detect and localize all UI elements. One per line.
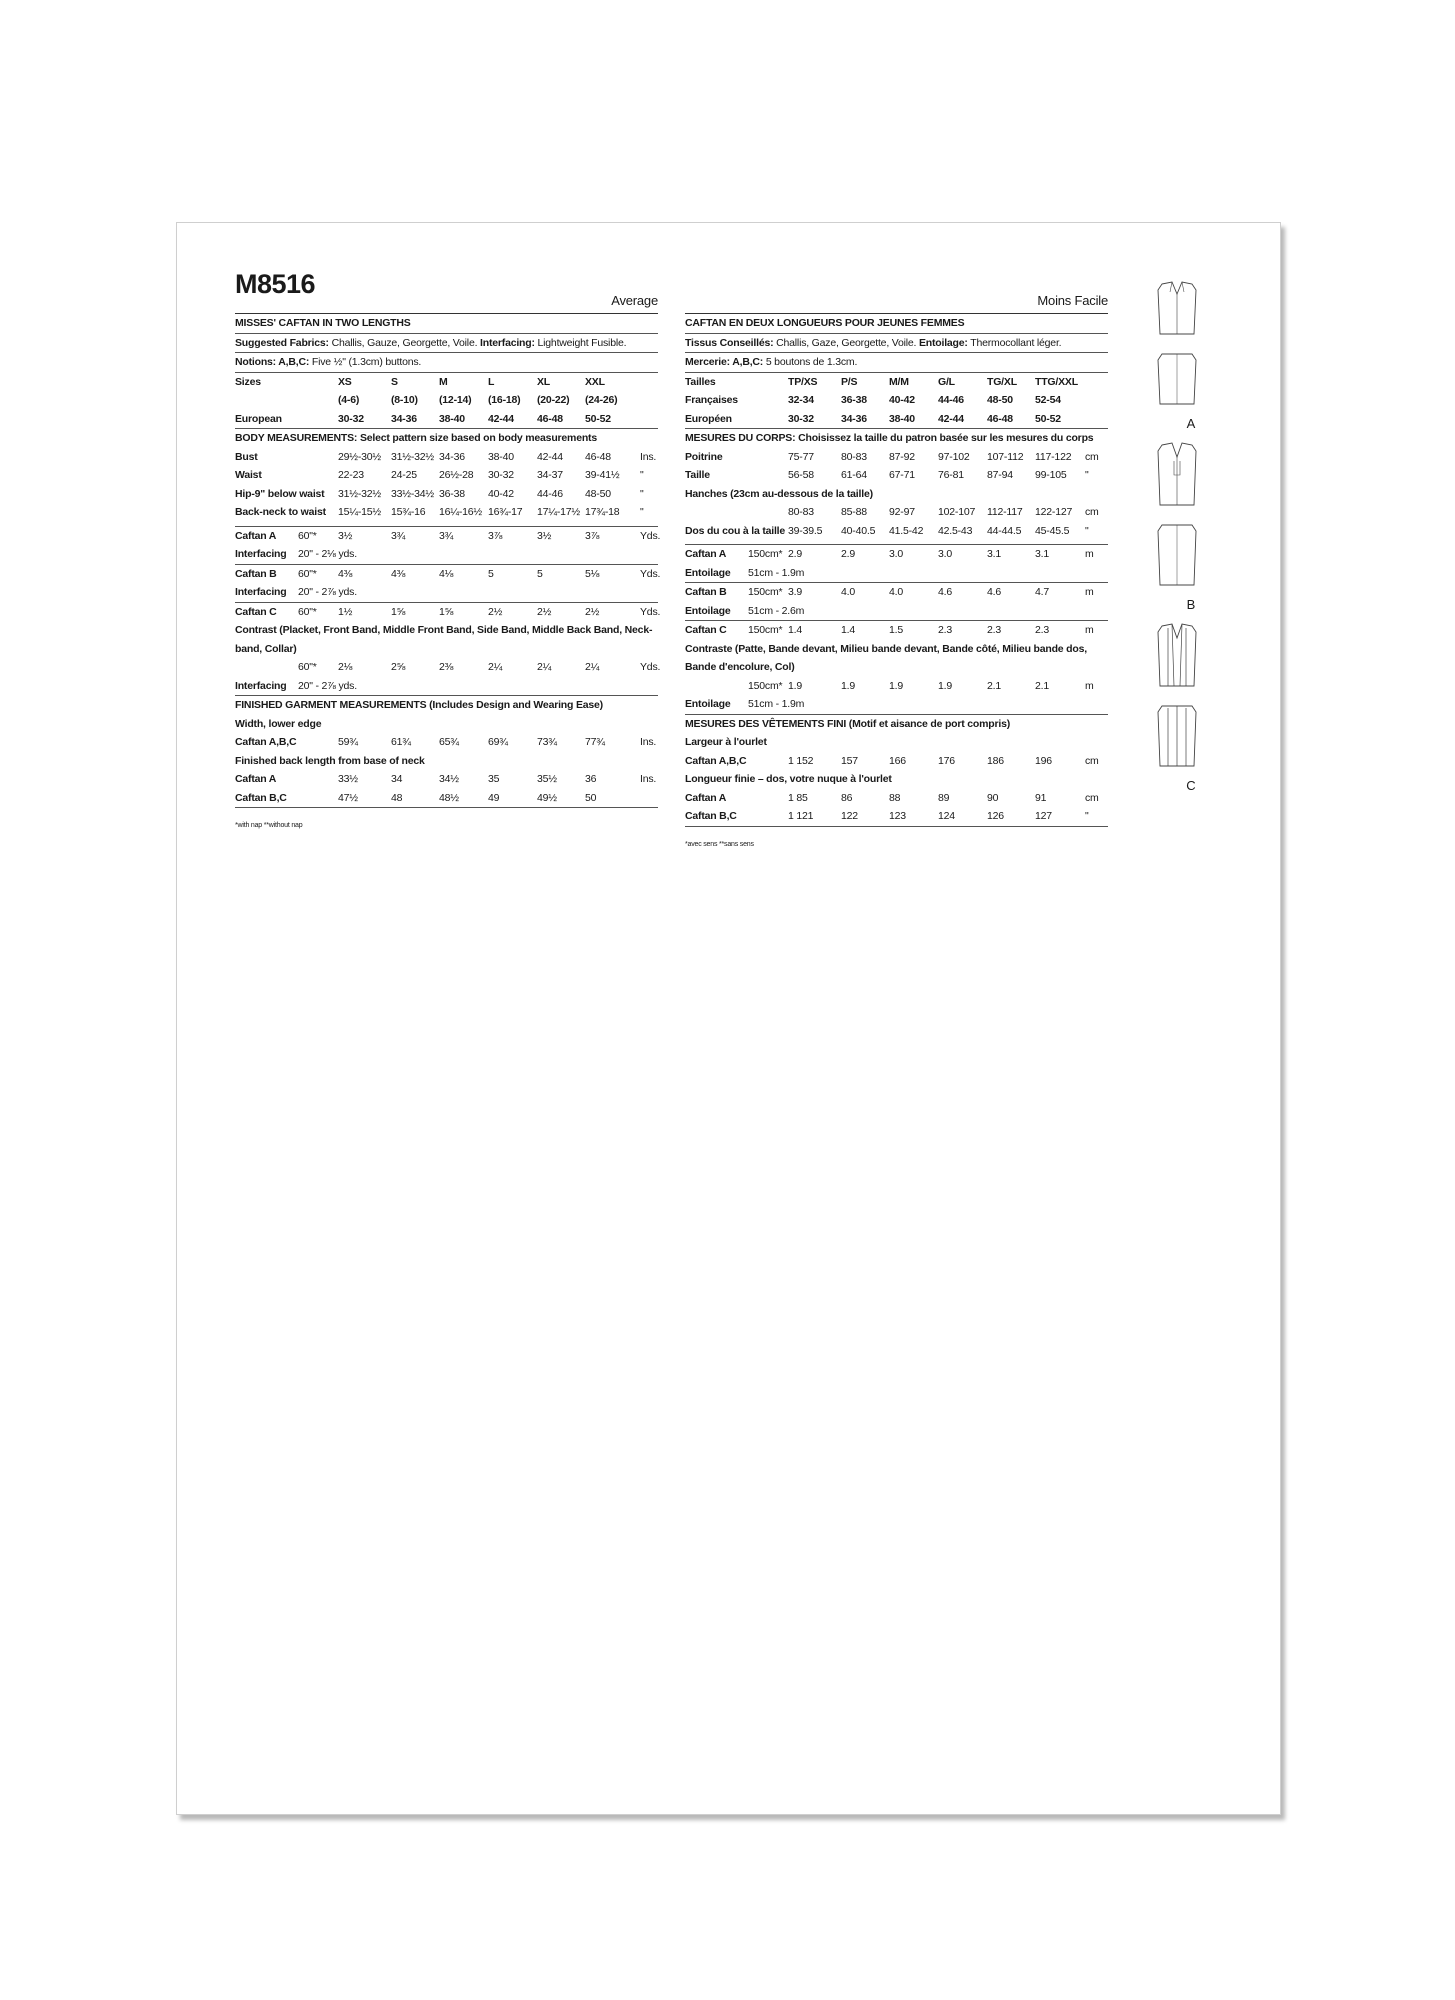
cell-value: 33½-34½ <box>391 487 434 500</box>
cell-value: 1 152 <box>788 754 814 767</box>
french-sizes-row: Françaises 32-34 36-38 40-42 44-46 48-50 52-54 <box>685 394 1061 406</box>
interfacing-row <box>235 545 658 565</box>
cell-value: 2½ <box>537 605 552 618</box>
cell-value: 45-45.5 <box>1035 524 1070 537</box>
finished-heading-fr: MESURES DES VÊTEMENTS FINI (Motif et aisance de port compris) <box>685 717 1011 730</box>
cell-value: 5 <box>488 567 494 580</box>
cell-value: 4⅜ <box>338 567 353 580</box>
row-label: Interfacing <box>235 679 287 692</box>
text: Hanches (23cm au-dessous de la taille) <box>685 487 873 500</box>
row-label: Caftan A <box>685 548 727 560</box>
width-heading: Width, lower edge <box>235 717 322 730</box>
unit: cm <box>1085 754 1099 767</box>
row-label: Bust <box>235 450 258 463</box>
european-row-fr: Européen 30-32 34-36 38-40 42-44 46-48 50-52 <box>685 410 1108 430</box>
unit: " <box>640 506 644 518</box>
unit: m <box>1085 548 1094 560</box>
caftan-a-row <box>685 545 1108 564</box>
cell-value: 22-23 <box>338 469 364 481</box>
cell-value: 47½ <box>338 791 358 804</box>
unit: Yds. <box>640 661 661 673</box>
cell-value: 48-50 <box>585 487 611 500</box>
sizes-us-row: (4-6) (8-10) (12-14) (16-18) (20-22) (24-26) <box>338 394 618 406</box>
cell-value: 41.5-42 <box>889 524 924 537</box>
header <box>235 269 658 314</box>
fabrics-label: Suggested Fabrics: <box>235 336 329 349</box>
row-label: Entoilage <box>685 566 731 579</box>
cell-value: 31½-32½ <box>338 487 381 500</box>
length-table-fr <box>685 789 1108 827</box>
cell-value: 15¾-16 <box>391 506 426 518</box>
notions-text: Five ½" (1.3cm) buttons. <box>311 356 422 368</box>
cell-value: 67-71 <box>889 469 915 481</box>
fabric-width: 60"* <box>298 605 317 618</box>
cell-value: 126 <box>987 810 1004 822</box>
cell-value: 2.1 <box>1035 679 1049 692</box>
finished-heading: FINISHED GARMENT MEASUREMENTS (Includes Design and Wearing Ease) <box>235 699 603 711</box>
interfacing-text: 20" - 2⅛ yds. <box>298 548 357 560</box>
pattern-envelope-back <box>176 222 1281 1815</box>
cell-value: 87-94 <box>987 469 1013 481</box>
length-bc-row <box>685 807 1108 826</box>
cell-value: 3⅞ <box>585 529 600 542</box>
cell-value: 50 <box>585 791 597 804</box>
row-label: Caftan A <box>685 791 727 804</box>
width-row <box>235 733 658 752</box>
body-row <box>685 503 1108 522</box>
row-label: Caftan C <box>235 605 277 618</box>
pattern-number: M8516 <box>235 269 316 299</box>
cell-value: 1.9 <box>938 679 952 692</box>
view-sketches <box>1154 280 1228 803</box>
length-a-row <box>235 770 658 789</box>
french-chart <box>685 283 1108 854</box>
row-label: Caftan B <box>685 586 727 598</box>
interfacing-row <box>685 564 1108 584</box>
row-label: Caftan A,B,C <box>235 736 297 748</box>
unit: " <box>640 487 644 500</box>
caftan-c-row <box>685 621 1108 640</box>
yardage-table <box>235 527 661 697</box>
row-label: Entoilage <box>685 604 731 617</box>
caftan-a-row <box>235 527 661 546</box>
notions-label: Notions: A,B,C: <box>235 356 310 368</box>
cell-value: 157 <box>841 754 858 767</box>
body-row <box>685 448 1108 467</box>
body-row <box>235 503 658 522</box>
row-label: Dos du cou à la taille <box>685 524 786 537</box>
cell-value: 1.9 <box>889 679 903 692</box>
interfacing-label: Interfacing: <box>480 336 535 349</box>
interfacing-row <box>685 602 1108 622</box>
pattern-title: MISSES' CAFTAN IN TWO LENGTHS <box>235 314 658 334</box>
cell-value: 4.7 <box>1035 586 1049 598</box>
unit: Yds. <box>640 605 661 618</box>
cell-value: 5 <box>537 567 543 580</box>
cell-value: 36-38 <box>439 487 465 500</box>
cell-value: 33½ <box>338 773 358 785</box>
footnote-fr: *avec sens **sans sens <box>685 840 754 848</box>
cell-value: 196 <box>1035 754 1052 767</box>
cell-value: 1⅝ <box>439 605 454 618</box>
caftan-b-front-sketch <box>1154 441 1200 507</box>
caftan-a-front-sketch <box>1154 280 1200 336</box>
cell-value: 49 <box>488 791 500 804</box>
cell-value: 16¾-17 <box>488 506 523 518</box>
cell-value: 49½ <box>537 791 557 804</box>
fabric-width: 60"* <box>298 661 317 673</box>
contrast-label <box>685 640 1108 677</box>
fabric-width: 60"* <box>298 567 317 580</box>
sizes-row: Sizes XS S M L XL XXL <box>235 375 605 388</box>
cell-value: 122-127 <box>1035 506 1073 518</box>
cell-value: 102-107 <box>938 506 976 518</box>
cell-value: 5⅛ <box>585 567 600 580</box>
cell-value: 65¾ <box>439 736 459 748</box>
cell-value: 16¼-16½ <box>439 506 482 518</box>
fabric-width: 150cm* <box>748 586 783 598</box>
text: Contraste (Patte, Bande devant, Milieu bande devant, Bande côté, Milieu bande dos, Bande d'encolure, Col) <box>685 642 1087 673</box>
row-label: Entoilage <box>685 698 731 710</box>
cell-value: 97-102 <box>938 450 970 463</box>
cell-value: 39-41½ <box>585 469 620 481</box>
cell-value: 56-58 <box>788 469 814 481</box>
row-label: Poitrine <box>685 450 723 463</box>
difficulty-level: Average <box>611 292 658 308</box>
cell-value: 2½ <box>585 605 600 618</box>
row-label: Caftan B,C <box>235 791 287 804</box>
body-row <box>685 522 1108 541</box>
cell-value: 80-83 <box>788 506 814 518</box>
cell-value: 1.5 <box>889 624 903 636</box>
cell-value: 42.5-43 <box>938 524 973 537</box>
unit: " <box>1085 524 1089 537</box>
interfacing-row <box>235 677 658 697</box>
cell-value: 34-37 <box>537 469 563 481</box>
unit: Ins. <box>640 773 657 785</box>
interfacing-text: 20" - 2⅞ yds. <box>298 679 357 692</box>
cell-value: 3¾ <box>439 529 454 542</box>
width-table-fr <box>685 752 1108 771</box>
interfacing-text: 51cm - 2.6m <box>748 604 805 617</box>
view-label-c: C <box>1186 778 1196 793</box>
unit: Ins. <box>640 450 657 463</box>
fabric-width: 60"* <box>298 529 317 542</box>
yardage-table-fr <box>685 545 1108 715</box>
caftan-c-row <box>235 603 661 622</box>
cell-value: 3.0 <box>938 548 952 560</box>
cell-value: 2.1 <box>987 679 1001 692</box>
cell-value: 2.9 <box>788 548 802 560</box>
cell-value: 3½ <box>537 529 552 542</box>
cell-value: 73¾ <box>537 736 557 748</box>
view-label-a: A <box>1186 416 1196 431</box>
cell-value: 29½-30½ <box>338 450 381 463</box>
row-label: Back-neck to waist <box>235 506 326 518</box>
cell-value: 61¾ <box>391 736 411 748</box>
caftan-c-back-sketch <box>1154 702 1200 768</box>
hanches-label <box>685 485 1108 504</box>
interfacing-row <box>235 583 658 603</box>
cell-value: 1½ <box>338 605 353 618</box>
body-row <box>685 466 1108 485</box>
cell-value: 112-117 <box>987 506 1023 518</box>
length-bc-row <box>235 789 658 808</box>
cell-value: 3½ <box>338 529 353 542</box>
unit: Yds. <box>640 567 661 580</box>
cell-value: 34-36 <box>439 450 465 463</box>
body-measurements-heading: BODY MEASUREMENTS: Select pattern size based on body measurements <box>235 432 597 444</box>
length-heading-fr: Longueur finie – dos, votre nuque à l'ourlet <box>685 773 892 785</box>
european-row: European 30-32 34-36 38-40 42-44 46-48 50-52 <box>235 410 658 430</box>
width-row <box>685 752 1108 771</box>
footnote: *with nap **without nap <box>235 822 303 829</box>
row-label: Caftan C <box>685 624 727 636</box>
cell-value: 3¾ <box>391 529 406 542</box>
cell-value: 2.3 <box>987 624 1001 636</box>
cell-value: 1⅝ <box>391 605 406 618</box>
cell-value: 4.0 <box>841 586 855 598</box>
cell-value: 30-32 <box>488 469 514 481</box>
cell-value: 34 <box>391 773 403 785</box>
cell-value: 26½-28 <box>439 469 474 481</box>
unit: Yds. <box>640 529 661 542</box>
cell-value: 36 <box>585 773 597 785</box>
cell-value: 166 <box>889 754 906 767</box>
unit: m <box>1085 586 1094 598</box>
pattern-title-fr: CAFTAN EN DEUX LONGUEURS POUR JEUNES FEMMES <box>685 314 1108 334</box>
interfacing-text: Lightweight Fusible. <box>537 336 627 349</box>
width-table <box>235 733 658 752</box>
fabrics-line-fr: Tissus Conseillés: Challis, Gaze, Georgette, Voile. Entoilage: Thermocollant léger. <box>685 334 1108 354</box>
cell-value: 2½ <box>488 605 503 618</box>
fabric-width: 150cm* <box>748 624 783 636</box>
cell-value: 86 <box>841 791 853 804</box>
cell-value: 40-42 <box>488 487 514 500</box>
cell-value: 88 <box>889 791 901 804</box>
cell-value: 2¼ <box>537 661 552 673</box>
text: Contrast (Placket, Front Band, Middle Front Band, Side Band, Middle Back Band, Neck-band, Collar) <box>235 624 653 655</box>
cell-value: 2.9 <box>841 548 855 560</box>
body-row <box>235 485 658 504</box>
cell-value: 90 <box>987 791 999 804</box>
cell-value: 38-40 <box>488 450 514 463</box>
cell-value: 1 121 <box>788 810 814 822</box>
cell-value: 46-48 <box>585 450 611 463</box>
difficulty-level-fr: Moins Facile <box>1037 292 1108 308</box>
cell-value: 17¾-18 <box>585 506 620 518</box>
cell-value: 4⅜ <box>391 567 406 580</box>
notions-line-fr: Mercerie: A,B,C: 5 boutons de 1.3cm. <box>685 353 1108 373</box>
length-table <box>235 770 658 808</box>
interfacing-text: 51cm - 1.9m <box>748 566 805 579</box>
cell-value: 4.6 <box>987 586 1001 598</box>
body-measurements-table-fr <box>685 448 1108 541</box>
header-fr <box>685 283 1108 314</box>
cell-value: 127 <box>1035 810 1052 822</box>
cell-value: 2⅜ <box>439 661 454 673</box>
cell-value: 35½ <box>537 773 557 785</box>
cell-value: 2⅛ <box>338 661 353 673</box>
cell-value: 35 <box>488 773 500 785</box>
body-row <box>235 448 658 467</box>
row-label: Caftan A <box>235 529 277 542</box>
fabrics-text: Challis, Gauze, Georgette, Voile. <box>331 336 478 349</box>
row-label: Interfacing <box>235 548 287 560</box>
cell-value: 2¼ <box>488 661 503 673</box>
cell-value: 59¾ <box>338 736 358 748</box>
cell-value: 61-64 <box>841 469 867 481</box>
cell-value: 85-88 <box>841 506 867 518</box>
cell-value: 24-25 <box>391 469 417 481</box>
unit: cm <box>1085 450 1099 463</box>
caftan-b-row <box>685 583 1108 602</box>
interfacing-text: 51cm - 1.9m <box>748 698 805 710</box>
unit: cm <box>1085 506 1099 518</box>
caftan-c-front-sketch <box>1154 622 1200 688</box>
cell-value: 123 <box>889 810 906 822</box>
cell-value: 1 85 <box>788 791 808 804</box>
cell-value: 122 <box>841 810 858 822</box>
sizes-row-fr: Tailles TP/XS P/S M/M G/L TG/XL TTG/XXL <box>685 375 1078 388</box>
contrast-label <box>235 621 658 658</box>
body-measurements-table <box>235 448 658 522</box>
cell-value: 3.1 <box>1035 548 1049 560</box>
cell-value: 48 <box>391 791 403 804</box>
unit: Ins. <box>640 736 657 748</box>
cell-value: 124 <box>938 810 955 822</box>
cell-value: 3⅞ <box>488 529 503 542</box>
cell-value: 4.6 <box>938 586 952 598</box>
interfacing-row <box>685 695 1108 715</box>
cell-value: 2¼ <box>585 661 600 673</box>
row-label: Taille <box>685 469 710 481</box>
cell-value: 40-40.5 <box>841 524 876 537</box>
cell-value: 34½ <box>439 773 459 785</box>
cell-value: 31½-32½ <box>391 450 434 463</box>
caftan-b-back-sketch <box>1154 521 1200 587</box>
cell-value: 1.9 <box>788 679 802 692</box>
cell-value: 76-81 <box>938 469 964 481</box>
view-label-b: B <box>1186 597 1196 612</box>
row-label: Hip-9" below waist <box>235 487 325 500</box>
length-a-row <box>685 789 1108 808</box>
row-label: Caftan A,B,C <box>685 754 747 767</box>
cell-value: 44-44.5 <box>987 524 1022 537</box>
cell-value: 87-92 <box>889 450 915 463</box>
unit: cm <box>1085 791 1099 804</box>
length-heading: Finished back length from base of neck <box>235 754 425 767</box>
cell-value: 39-39.5 <box>788 524 823 537</box>
cell-value: 17¼-17½ <box>537 506 580 518</box>
row-label: Caftan B,C <box>685 810 737 822</box>
cell-value: 89 <box>938 791 950 804</box>
cell-value: 1.4 <box>788 624 802 636</box>
contrast-row <box>685 677 1108 696</box>
cell-value: 44-46 <box>537 487 563 500</box>
unit: m <box>1085 624 1094 636</box>
fabric-width: 150cm* <box>748 548 783 560</box>
fabrics-line <box>235 334 658 354</box>
cell-value: 107-112 <box>987 450 1024 463</box>
unit: " <box>1085 469 1089 481</box>
cell-value: 2.3 <box>938 624 952 636</box>
cell-value: 1.9 <box>841 679 855 692</box>
row-label: Interfacing <box>235 586 287 598</box>
unit: " <box>1085 810 1089 822</box>
cell-value: 75-77 <box>788 450 814 463</box>
cell-value: 3.1 <box>987 548 1001 560</box>
row-label: Waist <box>235 469 262 481</box>
notions-line <box>235 353 658 373</box>
cell-value: 77¾ <box>585 736 605 748</box>
cell-value: 1.4 <box>841 624 855 636</box>
body-row <box>235 466 658 485</box>
cell-value: 69¾ <box>488 736 508 748</box>
cell-value: 92-97 <box>889 506 915 518</box>
caftan-a-back-sketch <box>1154 350 1200 406</box>
cell-value: 80-83 <box>841 450 867 463</box>
cell-value: 3.9 <box>788 586 802 598</box>
caftan-b-row <box>235 565 661 584</box>
cell-value: 4⅛ <box>439 567 454 580</box>
cell-value: 176 <box>938 754 955 767</box>
unit: " <box>640 469 644 481</box>
cell-value: 2.3 <box>1035 624 1049 636</box>
cell-value: 117-122 <box>1035 450 1072 463</box>
row-label: Caftan B <box>235 567 277 580</box>
cell-value: 91 <box>1035 791 1047 804</box>
body-measurements-heading-fr: MESURES DU CORPS: Choisissez la taille du patron basée sur les mesures du corps <box>685 432 1094 444</box>
row-label: Caftan A <box>235 773 277 785</box>
unit: m <box>1085 679 1094 692</box>
cell-value: 186 <box>987 754 1004 767</box>
cell-value: 4.0 <box>889 586 903 598</box>
interfacing-text: 20" - 2⅞ yds. <box>298 586 357 598</box>
cell-value: 3.0 <box>889 548 903 560</box>
cell-value: 42-44 <box>537 450 563 463</box>
width-heading-fr: Largeur à l'ourlet <box>685 736 767 748</box>
cell-value: 15¼-15½ <box>338 506 381 518</box>
cell-value: 99-105 <box>1035 469 1067 481</box>
contrast-row <box>235 658 661 677</box>
fabric-width: 150cm* <box>748 679 783 692</box>
cell-value: 48½ <box>439 791 459 804</box>
cell-value: 2⅝ <box>391 661 406 673</box>
english-chart <box>235 269 661 836</box>
